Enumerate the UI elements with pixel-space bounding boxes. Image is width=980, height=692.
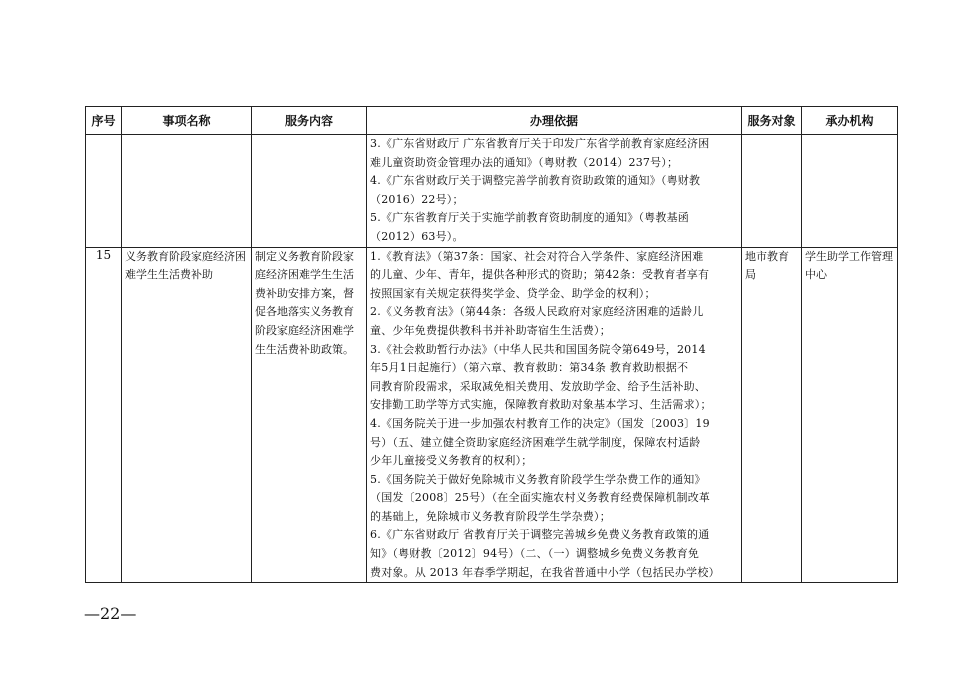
table-row-15 [86, 247, 898, 583]
cell-name-empty [122, 135, 252, 248]
cell-seq: 15 [86, 247, 122, 583]
page-number: —22— [84, 604, 137, 623]
cell-item-name: 义务教育阶段家庭经济困难学生生活费补助 [122, 247, 252, 583]
basis-line: 3.《广东省财政厅 广东省教育厅关于印发广东省学前教育家庭经济困 [370, 137, 710, 150]
basis-line: 2.《义务教育法》（第44条：各级人民政府对家庭经济困难的适龄儿 [370, 305, 704, 319]
cell-legal-basis [367, 247, 742, 583]
cell-basis-continuation [367, 135, 742, 248]
basis-line: 年5月1日起施行）（第六章、教育救助：第34条 教育救助根据不 [370, 361, 689, 375]
basis-line: 费对象。从 2013 年春季学期起，在我省普通中小学（包括民办学校） [370, 565, 720, 579]
cell-service-content: 制定义务教育阶段家庭经济困难学生生活费补助安排方案，督促各地落实义务教育阶段家庭经济困难学生生活费补助政策。 [252, 247, 367, 583]
cell-seq-empty [86, 135, 122, 248]
basis-line: 6.《广东省财政厅 省教育厅关于调整完善城乡免费义务教育政策的通 [370, 528, 710, 542]
cell-target-empty [742, 135, 802, 248]
basis-line: 同教育阶段需求，采取减免相关费用、发放助学金、给予生活补助、 [370, 379, 706, 393]
header-seq: 序号 [86, 107, 122, 135]
service-matters-table [85, 106, 898, 583]
cell-agency: 学生助学工作管理中心 [802, 247, 898, 583]
header-legal-basis: 办理依据 [367, 107, 742, 135]
table-header-row [86, 107, 898, 135]
basis-line: 按照国家有关规定获得奖学金、贷学金、助学金的权利）； [370, 286, 656, 300]
basis-line: 1.《教育法》（第37条：国家、社会对符合入学条件、家庭经济困难 [370, 249, 704, 263]
cell-agency-empty [802, 135, 898, 248]
header-service-content: 服务内容 [252, 107, 367, 135]
header-item-name: 事项名称 [122, 107, 252, 135]
basis-line: （2016）22号）； [370, 192, 464, 206]
basis-line: （国发〔2008〕25号）（在全面实施农村义务教育经费保障机制改革 [370, 491, 711, 505]
basis-line: 号）（五、建立健全资助家庭经济困难学生就学制度，保障农村适龄 [370, 435, 701, 449]
basis-line: 4.《广东省财政厅关于调整完善学前教育资助政策的通知》（粤财教 [370, 174, 701, 188]
basis-line: 童、少年免费提供教科书并补助寄宿生生活费）； [370, 323, 611, 337]
basis-line: 难儿童资助资金管理办法的通知》（粤财教（2014）237号）； [370, 155, 679, 169]
basis-line: 4.《国务院关于进一步加强农村教育工作的决定》（国发〔2003〕19 [370, 416, 710, 430]
basis-line: 3.《社会救助暂行办法》（中华人民共和国国务院令第649号，2014 [370, 342, 706, 356]
table-row-continuation [86, 135, 898, 248]
basis-line: 5.《国务院关于做好免除城市义务教育阶段学生学杂费工作的通知》 [370, 472, 706, 486]
cell-content-empty [252, 135, 367, 248]
basis-line: 知》（粤财教〔2012〕94号）（二、（一）调整城乡免费义务教育免 [370, 547, 700, 561]
header-service-target: 服务对象 [742, 107, 802, 135]
header-agency: 承办机构 [802, 107, 898, 135]
basis-line: 5.《广东省教育厅关于实施学前教育资助制度的通知》（粤教基函 [370, 211, 689, 225]
basis-line: 的儿童、少年、青年，提供各种形式的资助；第42条：受教育者享有 [370, 268, 710, 282]
basis-line: 的基础上，免除城市义务教育阶段学生学杂费）； [370, 509, 611, 523]
basis-line: （2012）63号）。 [370, 229, 464, 243]
cell-service-target: 地市教育局 [742, 247, 802, 583]
basis-line: 安排勤工助学等方式实施，保障教育救助对象基本学习、生活需求）； [370, 398, 712, 412]
basis-line: 少年儿童接受义务教育的权利）； [370, 454, 533, 468]
